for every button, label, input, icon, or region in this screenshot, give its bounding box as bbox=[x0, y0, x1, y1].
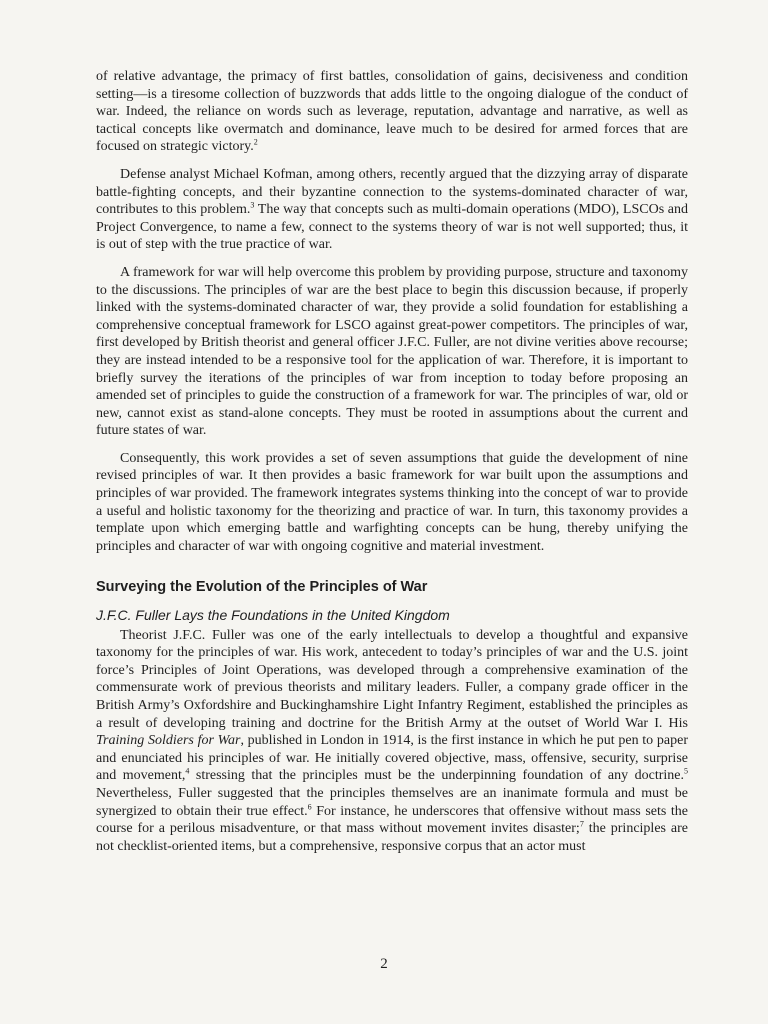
footnote-marker: 2 bbox=[253, 137, 258, 147]
paragraph-kofman bbox=[96, 166, 688, 254]
paragraph-text: Consequently, this work provides a set of seven assumptions that guide the development of nine revised principles of war. It then provides a basic framework for war built upon the assumptions and principles of war provided. The framework integrates systems thinking into the concept of war to provide a useful and holistic taxonomy for the theorizing and practice of war. In turn, this taxonomy provides a template upon which emerging battle and warfighting concepts can be hung, thereby unifying the principles and character of war with ongoing cognitive and material investment. bbox=[96, 450, 688, 554]
paragraph-text: stressing that the principles must be the underpinning foundation of any doctrine. bbox=[189, 768, 685, 784]
book-title: Training Soldiers for War bbox=[96, 733, 241, 749]
footnote-marker: 5 bbox=[684, 766, 689, 776]
paragraph-text: A framework for war will help overcome this problem by providing purpose, structure and taxonomy to the discussions. The principles of war are the best place to begin this discussion because, if properly linked with the systems-dominated character of war, they provide a solid foundation for establishing a comprehensive conceptual framework for LSCO against great-power competitors. The principles of war, first developed by British theorist and general officer J.F.C. Fuller, are not divine verities above recourse; they are instead intended to be a responsive tool for the application of war. Therefore, it is important to briefly survey the iterations of the principles of war from inception to today before proposing an amended set of principles to guide the construction of a framework for war. The principles of war, old or new, cannot exist as stand-alone concepts. They must be rooted in assumptions about the current and future states of war. bbox=[96, 264, 688, 439]
paragraph-text: Defense analyst Michael Kofman, among others, recently argued that the dizzying array of disparate battle-fighting concepts, and their byzantine connection to the systems-dominated character of war, contributes to this problem. bbox=[96, 166, 688, 218]
paragraph-text: of relative advantage, the primacy of first battles, consolidation of gains, decisiveness and condition setting—is a tiresome collection of buzzwords that adds little to the ongoing dialogue of the conduct of war. Indeed, the reliance on words such as leverage, reputation, advantage and narrative, as well as tactical concepts like overmatch and dominance, leave much to be desired for armed forces that are focused on strategic victory. bbox=[96, 69, 688, 155]
paragraph-text: , published in London in 1914, is the first instance in which he put pen to paper and enunciated his principles of war. He initially covered objective, mass, offensive, security, surprise and movement, bbox=[96, 733, 688, 784]
paragraph-text: Theorist J.F.C. Fuller was one of the early intellectuals to develop a thoughtful and expansive taxonomy for the principles of war. His work, antecedent to today’s principles of war and the U.S. joint force’s Principles of Joint Operations, was developed through a comprehensive examination of the commensurate work of previous theorists and military leaders. Fuller, a company grade officer in the British Army’s Oxfordshire and Buckinghamshire Light Infantry Regiment, established the principles as a result of developing training and doctrine for the British Army at the outset of World War I. His bbox=[96, 627, 688, 731]
paragraph-framework bbox=[96, 264, 688, 440]
paragraph-text: The way that concepts such as multi-domain operations (MDO), LSCOs and Project Convergence, to name a few, connect to the systems theory of war is not well supported; thus, it is out of step with the true practice of war. bbox=[96, 202, 688, 253]
section-heading: Surveying the Evolution of the Principles of War bbox=[96, 579, 428, 596]
document-page bbox=[96, 68, 688, 968]
footnote-marker: 3 bbox=[250, 200, 255, 210]
page-number: 2 bbox=[380, 956, 388, 972]
paragraph-text: For instance, he underscores that offensive without mass sets the course for a perilous misadventure, or that mass without movement invites disaster; bbox=[96, 803, 689, 837]
paragraph-fuller bbox=[96, 627, 688, 856]
footnote-marker: 7 bbox=[579, 819, 584, 829]
paragraph-text: Nevertheless, Fuller suggested that the principles themselves are an inanimate formula and must be synergized to obtain their true effect. bbox=[96, 785, 688, 819]
paragraph-continuation bbox=[96, 68, 688, 156]
paragraph-text: the principles are not checklist-oriented items, but a comprehensive, responsive corpus that an actor must bbox=[96, 821, 688, 854]
sub-heading: J.F.C. Fuller Lays the Foundations in the United Kingdom bbox=[96, 607, 450, 624]
footnote-marker: 4 bbox=[185, 766, 190, 776]
paragraph-consequently bbox=[96, 450, 688, 556]
footnote-marker: 6 bbox=[307, 801, 312, 811]
